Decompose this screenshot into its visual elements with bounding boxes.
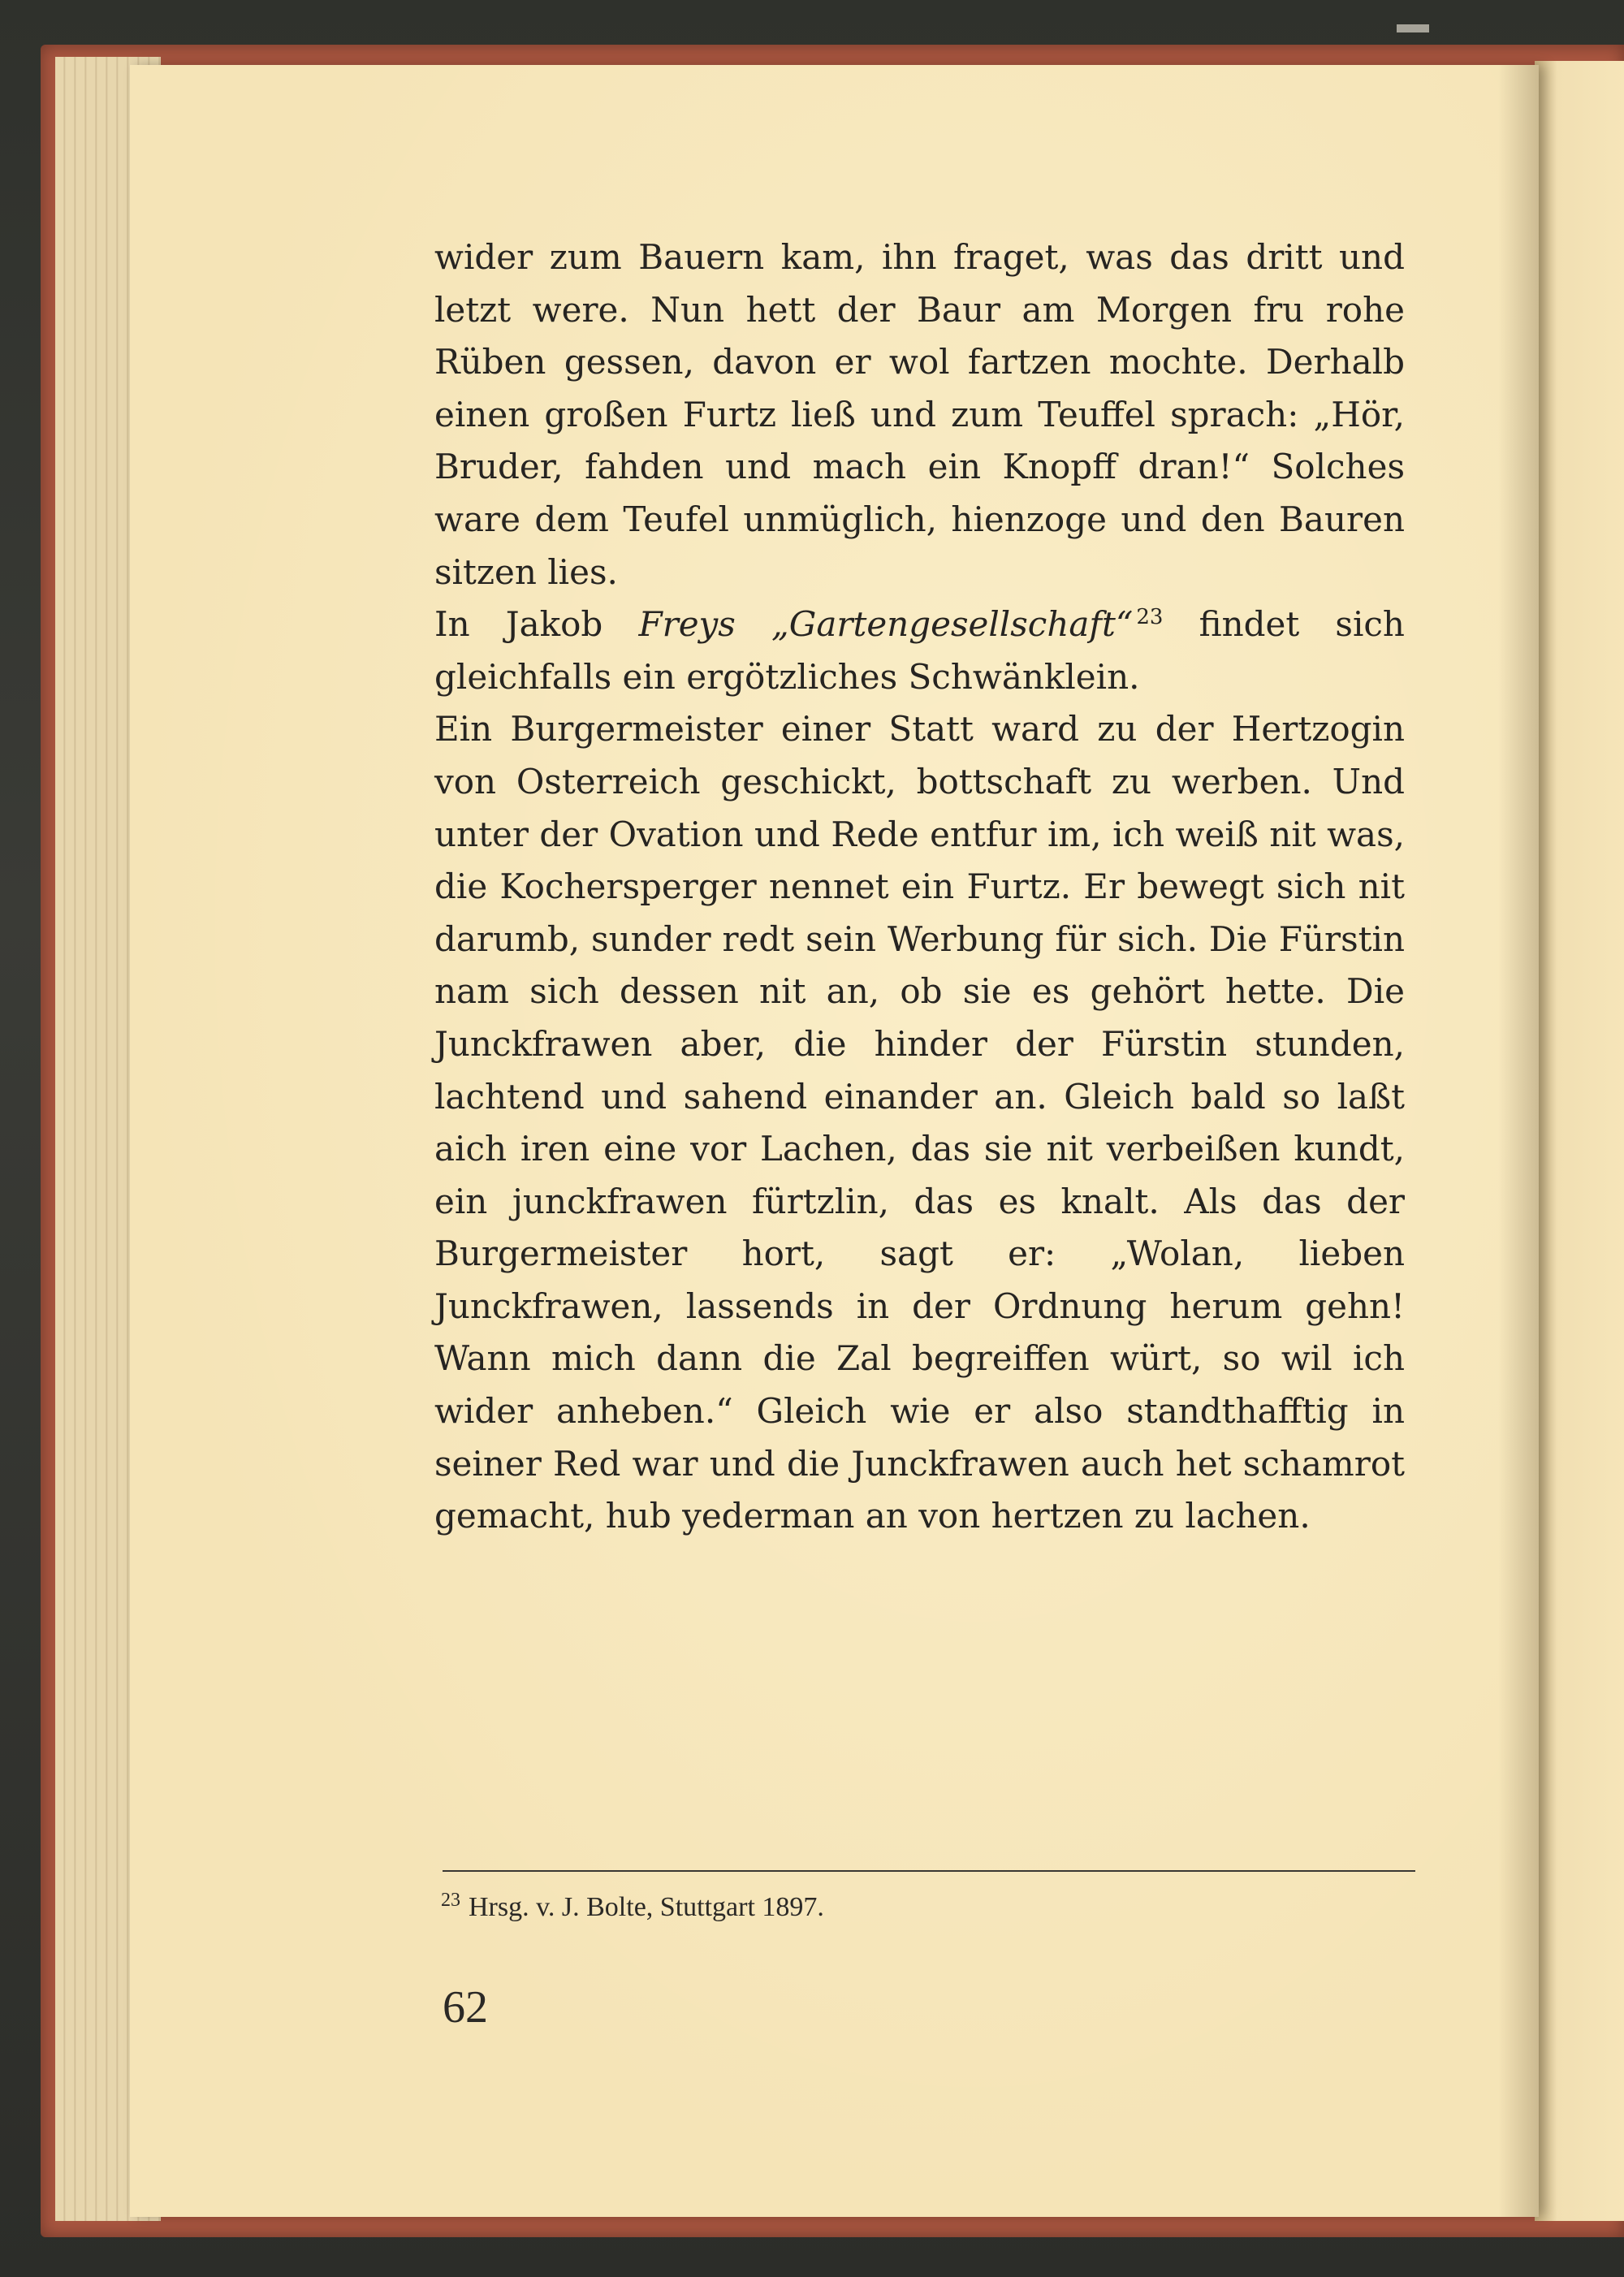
facing-page-edge [1535, 61, 1624, 2221]
footnote-divider [443, 1870, 1415, 1872]
paragraph-intro: In Jakob [434, 604, 639, 645]
body-text [434, 231, 1405, 1543]
scan-mark [1397, 24, 1429, 32]
paragraph-continued: wider zum Bauern kam, ihn fraget, was das dritt und letzt were. Nun hett der Baur am Morgen fru rohe Rüben gessen, davon er wol fartzen mochte. Derhalb einen großen Furtz ließ und zum Teuffel sprach: „Hör, Bruder, fahden und mach ein Knopff dran!“ Solches ware dem Teufel unmüglich, hienzoge und den Bauren sitzen lies. [434, 237, 1405, 592]
page-number: 62 [443, 1982, 488, 2033]
footnote-text: Hrsg. v. J. Bolte, Stuttgart 1897. [469, 1892, 824, 1922]
book-title: „Gartengesellschaft“ [771, 604, 1134, 645]
footnote-reference[interactable]: 23 [1136, 605, 1164, 630]
paragraph-rest: findet sich gleichfalls ein ergötzliches Schwänklein. [434, 604, 1405, 697]
footnote-number: 23 [441, 1889, 460, 1911]
paragraph-garden-society [434, 598, 1405, 703]
page-gutter-shadow [1498, 65, 1539, 2217]
footnote [441, 1889, 824, 1923]
paragraph-story: Ein Burgermeister einer Statt ward zu der Hertzogin von Osterreich geschickt, bottschaft zu werben. Und unter der Ovation und Rede entfur im, ich weiß nit was, die Kochersperger nennet ein Furtz. Er bewegt sich nit darumb, sunder redt sein Werbung für sich. Die Fürstin nam sich dessen nit an, ob sie es gehört hette. Die Junckfrawen aber, die hinder der Fürstin stunden, lachtend und sahend einander an. Gleich bald so laßt aich iren eine vor Lachen, das sie nit verbeißen kundt, ein junckfrawen fürtzlin, das es knalt. Als das der Burgermeister hort, sagt er: „Wolan, lieben Junckfrawen, lassends in der Ordnung herum gehn! Wann mich dann die Zal begreiffen würt, so wil ich wider anheben.“ Gleich wie er also standthafftig in seiner Red war und die Junckfrawen auch het schamrot gemacht, hub yederman an von hertzen zu lachen. [434, 709, 1405, 1536]
author-name: Freys [638, 604, 736, 645]
